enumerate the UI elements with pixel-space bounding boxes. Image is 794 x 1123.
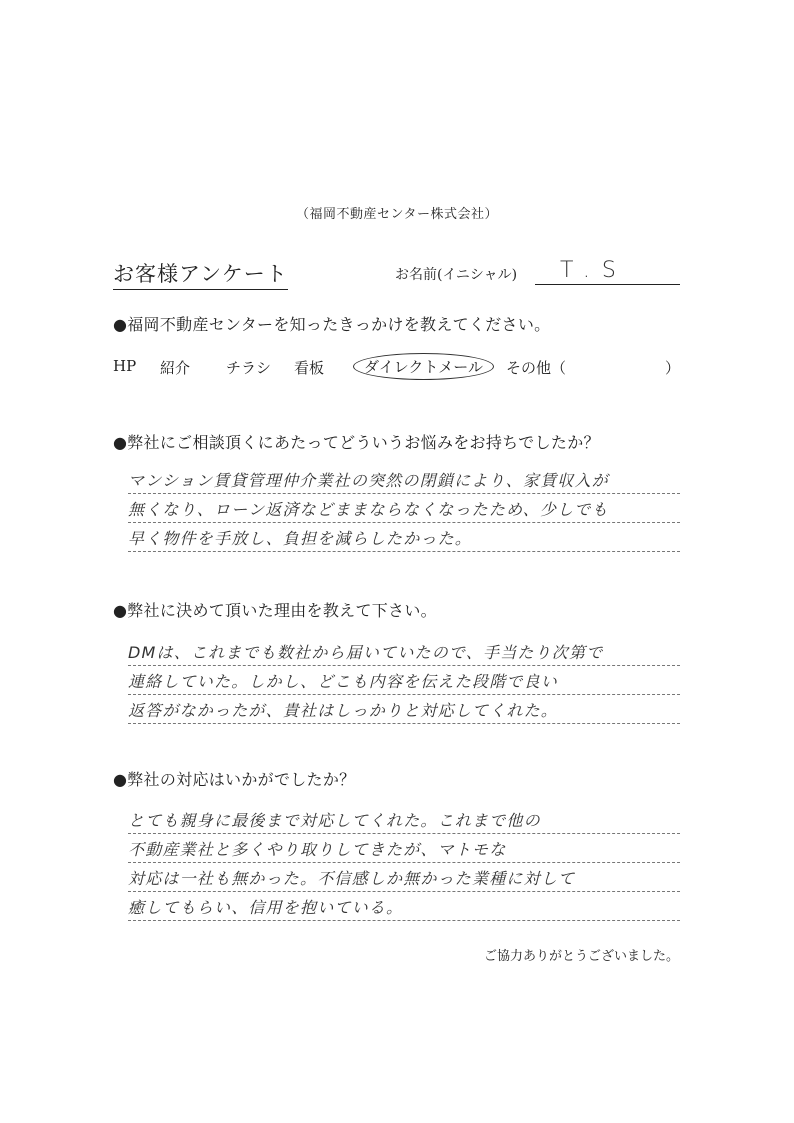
question-service: ●弊社の対応はいかがでしたか？ (113, 770, 356, 789)
name-label: お名前(イニシャル) (395, 267, 518, 283)
answer-line: DMは、これまでも数社から届いていたので、手当たり次第で (128, 637, 680, 666)
option-direct-mail-circled: ダイレクトメール (353, 353, 494, 380)
option-referral: 紹介 (160, 359, 191, 377)
option-hp: HP (113, 357, 137, 375)
name-initials: T.S (560, 258, 628, 283)
answer-line: 癒してもらい、信用を抱いている。 (128, 892, 680, 921)
answer-service (128, 805, 680, 921)
answer-concerns (128, 465, 680, 552)
answer-line: 無くなり、ローン返済などままならなくなったため、少しでも (128, 494, 680, 523)
option-flyer: チラシ (226, 359, 272, 377)
question-concerns: ●弊社にご相談頂くにあたってどういうお悩みをお持ちでしたか？ (113, 433, 600, 452)
closing-thanks: ご協力ありがとうございました。 (483, 949, 679, 964)
name-underline (535, 284, 680, 285)
question-how-found: ●福岡不動産センターを知ったきっかけを教えてください。 (113, 315, 551, 334)
company-name: （福岡不動産センター株式会社） (296, 207, 498, 222)
answer-reason (128, 637, 680, 724)
answer-line: 連絡していた。しかし、どこも内容を伝えた段階で良い (128, 666, 680, 695)
survey-title: お客様アンケート (113, 258, 288, 290)
answer-line: 対応は一社も無かった。不信感しか無かった業種に対して (128, 863, 680, 892)
option-other-close: ） (665, 359, 681, 377)
question-reason: ●弊社に決めて頂いた理由を教えて下さい。 (113, 601, 437, 620)
answer-line: 早く物件を手放し、負担を減らしたかった。 (128, 523, 680, 552)
answer-line: 返答がなかったが、貴社はしっかりと対応してくれた。 (128, 695, 680, 724)
option-signboard: 看板 (294, 359, 325, 377)
answer-line: 不動産業社と多くやり取りしてきたが、マトモな (128, 834, 680, 863)
answer-line: とても親身に最後まで対応してくれた。これまで他の (128, 805, 680, 834)
answer-line: マンション賃貸管理仲介業社の突然の閉鎖により、家賃収入が (128, 465, 680, 494)
option-other: その他（ (506, 359, 567, 377)
